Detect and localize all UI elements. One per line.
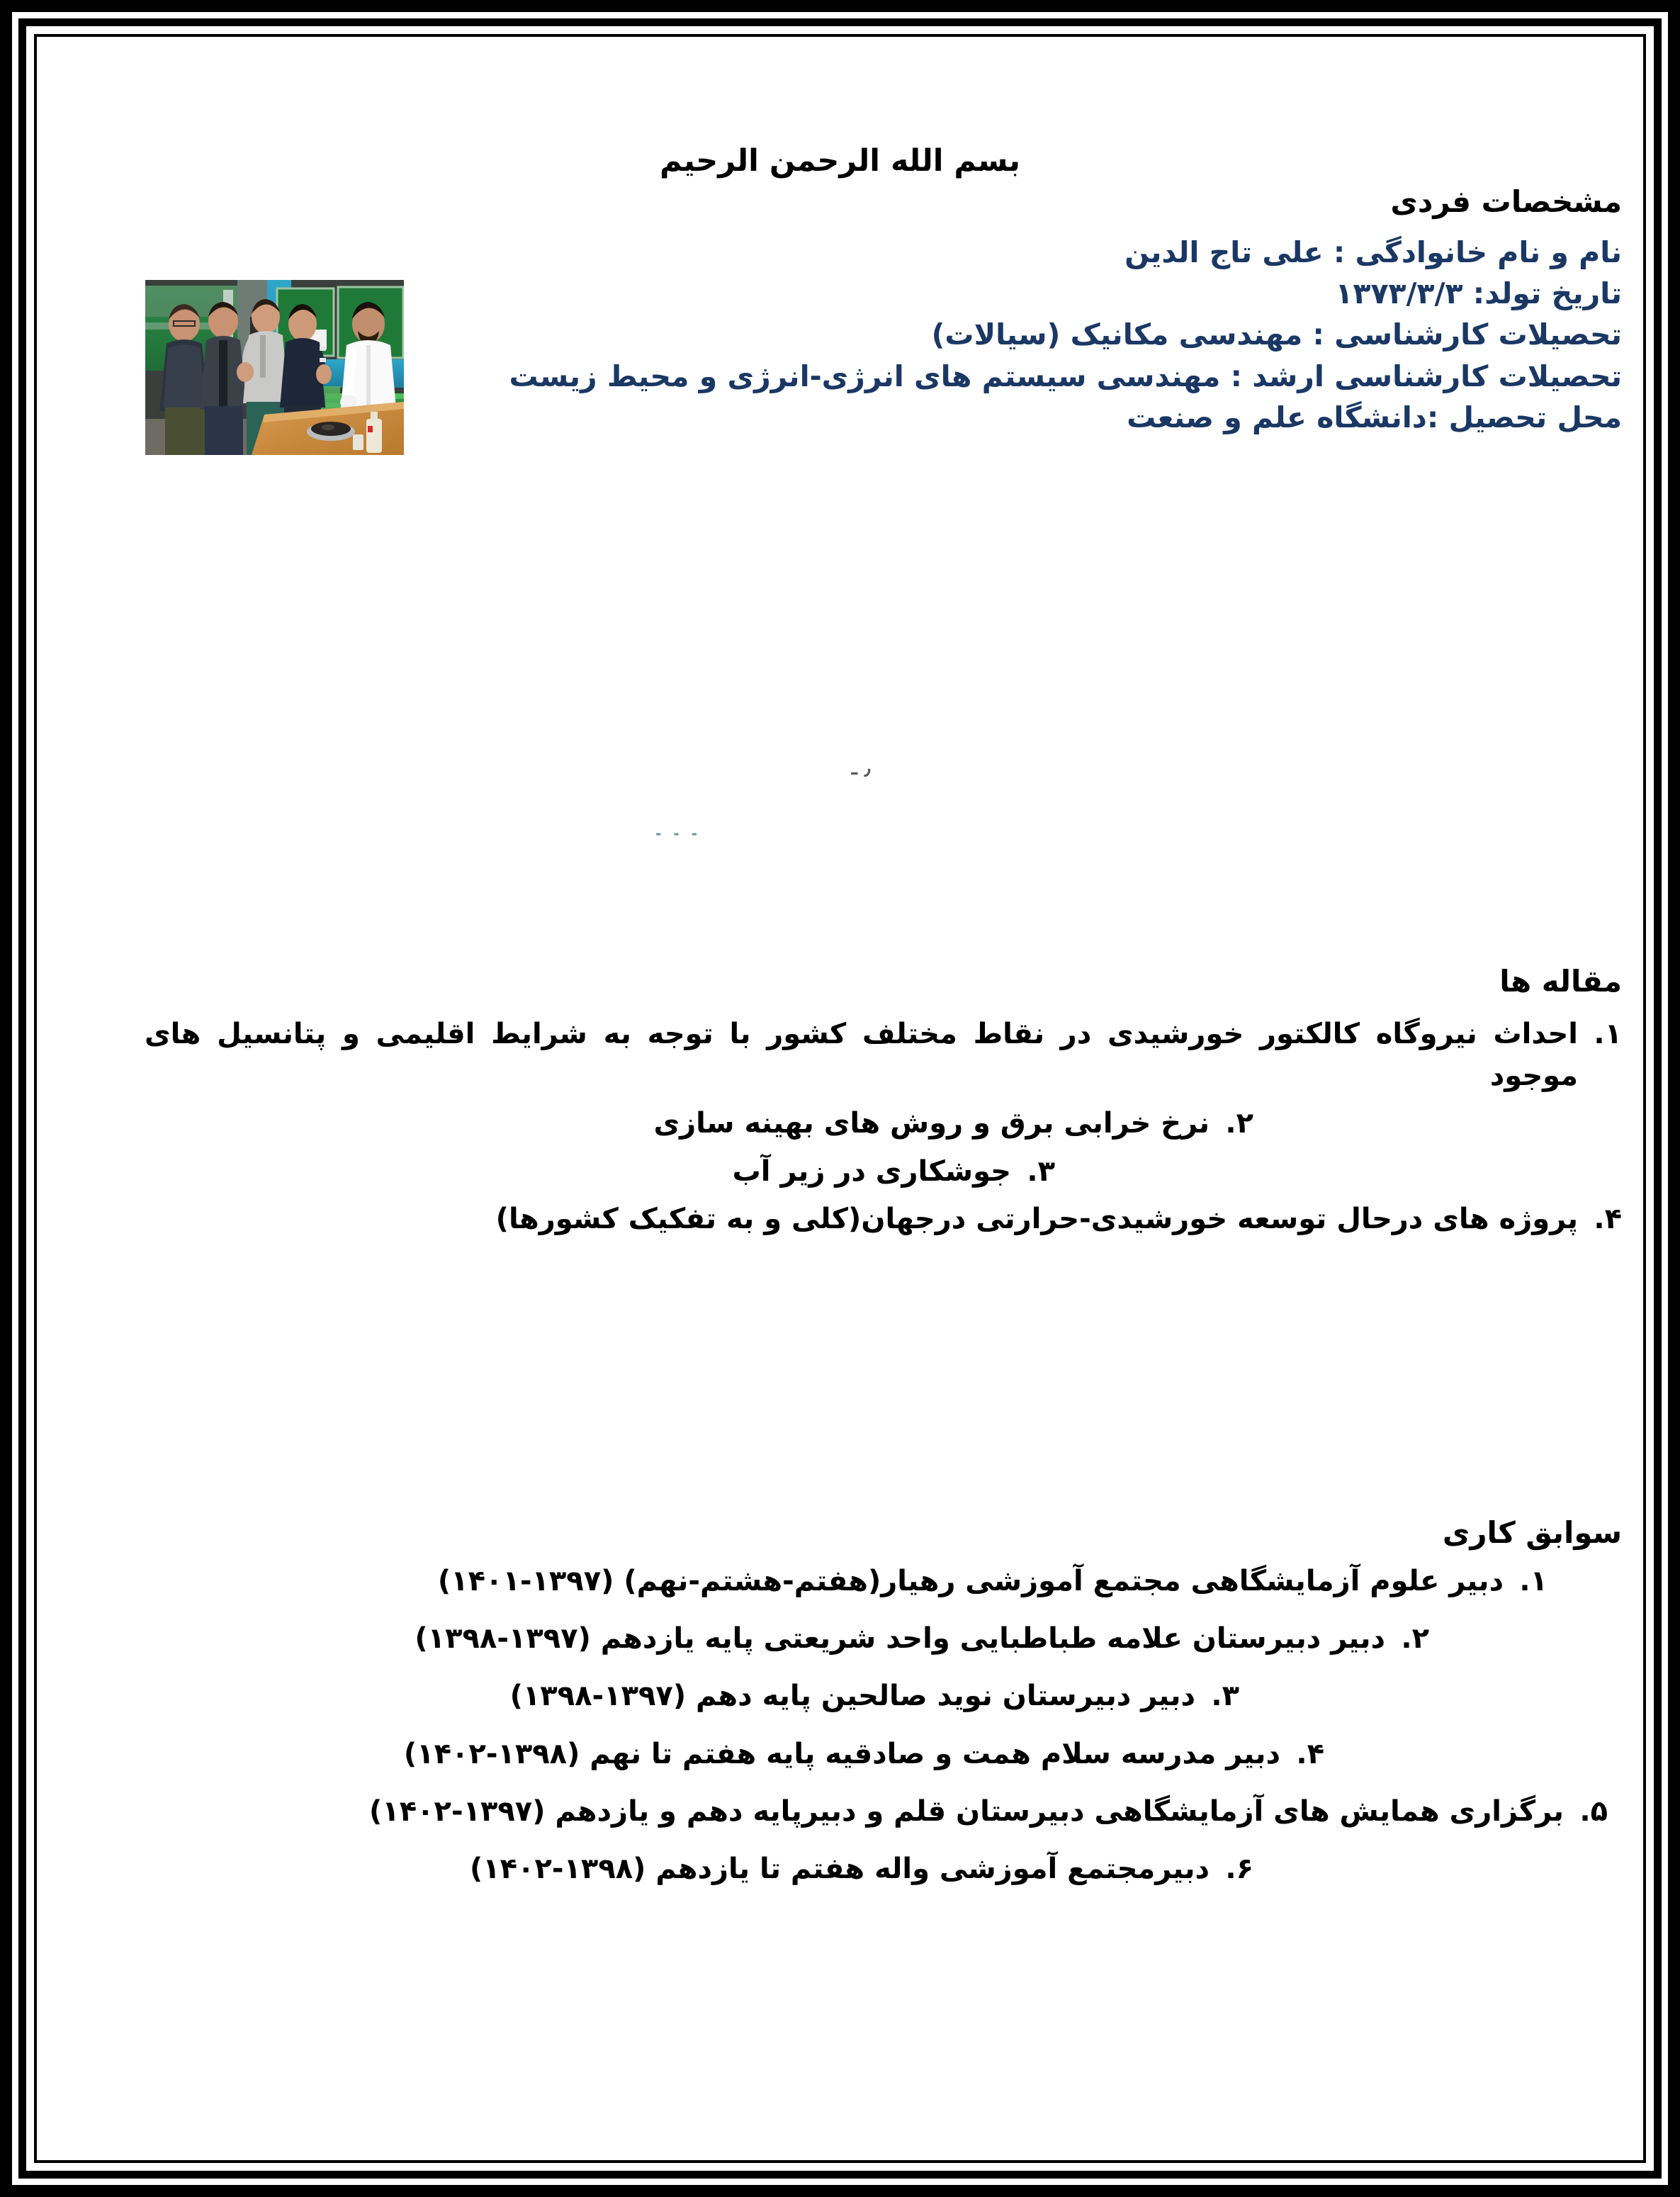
photo-illustration: [145, 280, 404, 455]
work-index: ۶.: [1225, 1852, 1253, 1885]
article-index: ۲.: [1225, 1107, 1253, 1140]
article-text: جوشکاری در زیر آب: [732, 1154, 1011, 1188]
stray-mark-lower: - - -: [655, 825, 701, 842]
personal-info-name: نام و نام خانوادگی : علی تاج الدین: [1124, 235, 1622, 269]
article-index: ۳.: [1027, 1154, 1055, 1188]
stray-mark-upper: ٫ ـ: [851, 758, 871, 780]
section-heading-work-experience: سوابق کاری: [1442, 1515, 1622, 1550]
work-text: برگزاری همایش های آزمایشگاهی دبیرستان قلم و دبیرپایه دهم و یازدهم (۱۳۹۷-۱۴۰۲): [369, 1794, 1564, 1828]
article-text: پروژه های درحال توسعه خورشیدی-حرارتی درجهان(کلی و به تفکیک کشورها): [495, 1202, 1578, 1235]
personal-info-list: [417, 232, 1622, 438]
work-index: ۲.: [1401, 1622, 1429, 1656]
personal-info-university: محل تحصیل :دانشگاه علم و صنعت: [1127, 400, 1622, 434]
section-heading-personal: مشخصات فردی: [1390, 184, 1622, 219]
article-item: [145, 1198, 1622, 1240]
work-index: ۴.: [1296, 1737, 1324, 1770]
work-index: ۵.: [1579, 1794, 1608, 1828]
work-index: ۳.: [1211, 1680, 1239, 1713]
basmala-heading: بسم الله الرحمن الرحیم: [659, 143, 1021, 179]
work-text: دبیر علوم آزمایشگاهی مجتمع آموزشی رهیار(هفتم-هشتم-نهم) (۱۳۹۷-۱۴۰۱): [437, 1565, 1504, 1597]
work-text: دبیر دبیرستان علامه طباطبایی واحد شریعتی پایه یازدهم (۱۳۹۷-۱۳۹۸): [415, 1622, 1385, 1656]
article-text: نرخ خرابی برق و روش های بهینه سازی: [653, 1107, 1210, 1140]
work-item: [145, 1791, 1608, 1833]
section-heading-articles: مقاله ها: [1499, 964, 1622, 999]
article-item: [145, 1103, 1253, 1145]
personal-info-master: تحصیلات کارشناسی ارشد : مهندسی سیستم های انرژی-انرژی و محیط زیست: [509, 359, 1622, 393]
work-item: [145, 1561, 1547, 1602]
articles-list: [145, 1013, 1622, 1246]
personal-info-birthdate: تاریخ تولد: ۱۳۷۳/۳/۳: [1335, 276, 1622, 311]
page-content: [37, 37, 1643, 2160]
personal-info-bachelor: تحصیلات کارشناسی : مهندسی مکانیک (سیالات): [931, 318, 1622, 352]
article-index: ۴.: [1594, 1202, 1622, 1235]
article-item: [145, 1151, 1055, 1193]
article-text: احداث نیروگاه کالکتور خورشیدی در نقاط مختلف کشور با توجه به شرایط اقلیمی و پتانسیل های موجود: [145, 1018, 1578, 1093]
work-item: [145, 1618, 1429, 1660]
work-experience-list: [145, 1561, 1622, 1906]
work-item: [145, 1675, 1239, 1717]
work-item: [145, 1734, 1324, 1775]
work-text: دبیر دبیرستان نوید صالحین پایه دهم (۱۳۹۷-۱۳۹۸): [509, 1680, 1195, 1713]
article-item: [145, 1013, 1622, 1097]
work-text: دبیرمجتمع آموزشی واله هفتم تا یازدهم (۱۳۹۸-۱۴۰۲): [469, 1852, 1210, 1885]
article-index: ۱.: [1594, 1018, 1622, 1050]
profile-photo: [145, 280, 404, 455]
work-text: دبیر مدرسه سلام همت و صادقیه پایه هفتم تا نهم (۱۳۹۸-۱۴۰۲): [403, 1737, 1280, 1770]
work-index: ۱.: [1519, 1565, 1547, 1597]
work-item: [145, 1848, 1253, 1890]
